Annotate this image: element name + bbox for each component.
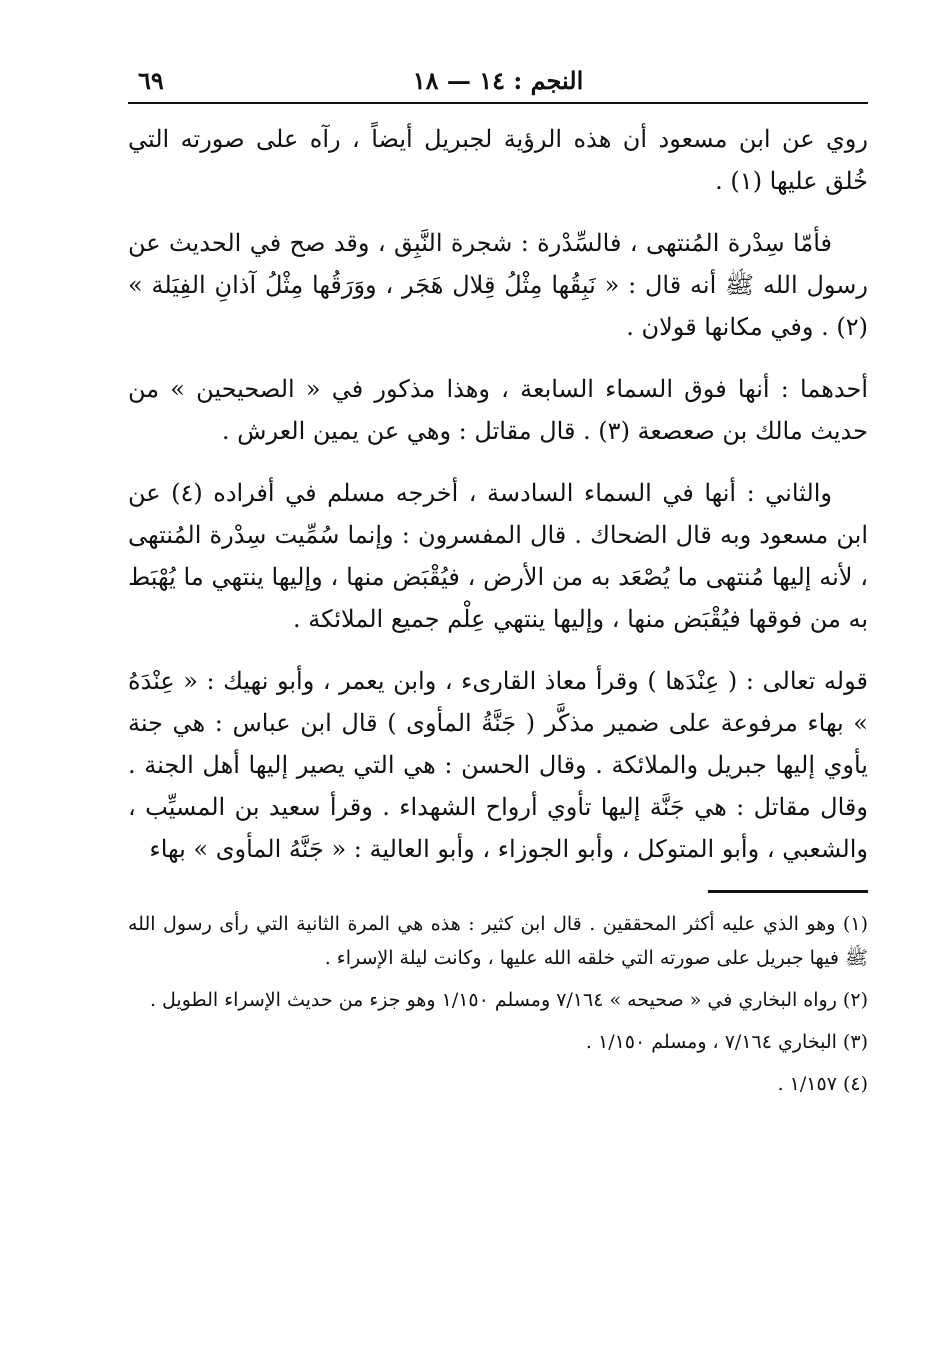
paragraph: قوله تعالى : ( عِنْدَها ) وقرأ معاذ القارىء ، وابن يعمر ، وأبو نهيك : « عِنْدَهُ » بهاء مرفوعة على ضمير مذكَّر ( جَنَّةُ المأوى ) قال ابن عباس : هي جنة يأوي إليها جبريل والملائكة . وقال الحسن : هي التي يصير إليها أهل الجنة . وقال مقاتل : هي جَنَّة إليها تأوي أرواح الشهداء . وقرأ سعيد بن المسيِّب ، والشعبي ، وأبو المتوكل ، وأبو الجوزاء ، وأبو العالية : « جَنَّهُ المأوى » بهاء bbox=[128, 667, 868, 863]
page-number: ٦٩ bbox=[138, 66, 164, 95]
chapter-title: النجم : ١٤ — ١٨ bbox=[412, 66, 584, 95]
footnote: (٣) البخاري ٧/١٦٤ ، ومسلم ١/١٥٠ . bbox=[585, 1031, 868, 1053]
paragraph: والثاني : أنها في السماء السادسة ، أخرجه مسلم في أفراده (٤) عن ابن مسعود وبه قال الضحاك . قال المفسرون : وإنما سُمِّيت سِدْرة المُنتهى ، لأنه إليها مُنتهى ما يُصْعَد به من الأرض ، فيُقْبَض منها ، وإليها ينتهي ما يُهْبَط به من فوقها فيُقْبَض منها ، وإليها ينتهي عِلْم جميع الملائكة . bbox=[128, 479, 868, 633]
footnote: (٢) رواه البخاري في « صحيحه » ٧/١٦٤ ومسلم ١/١٥٠ وهو جزء من حديث الإسراء الطويل . bbox=[149, 989, 868, 1011]
paragraph: روي عن ابن مسعود أن هذه الرؤية لجبريل أيضاً ، رآه على صورته التي خُلق عليها (١) . bbox=[128, 125, 868, 195]
footnote: (١) وهو الذي عليه أكثر المحققين . قال ابن كثير : هذه هي المرة الثانية التي رأى رسول الله ﷺ فيها جبريل على صورته التي خلقه الله عليها ، وكانت ليلة الإسراء . bbox=[128, 913, 868, 969]
header-rule bbox=[128, 102, 868, 104]
footnote: (٤) ١/١٥٧ . bbox=[777, 1073, 868, 1095]
footnote-separator bbox=[708, 890, 868, 893]
footnotes bbox=[128, 907, 868, 1101]
paragraph: أحدهما : أنها فوق السماء السابعة ، وهذا مذكور في « الصحيحين » من حديث مالك بن صعصعة (٣) . قال مقاتل : وهي عن يمين العرش . bbox=[128, 375, 868, 445]
running-header bbox=[128, 60, 868, 100]
book-page bbox=[128, 60, 868, 1109]
main-text bbox=[128, 118, 868, 870]
paragraph: فأمّا سِدْرة المُنتهى ، فالسِّدْرة : شجرة النَّبِق ، وقد صح في الحديث عن رسول الله ﷺ أنه قال : « نَبِقُها مِثْلُ قِلال هَجَر ، ووَرَقُها مِثْلُ آذانِ الفِيَلة » (٢) . وفي مكانها قولان . bbox=[128, 229, 868, 341]
